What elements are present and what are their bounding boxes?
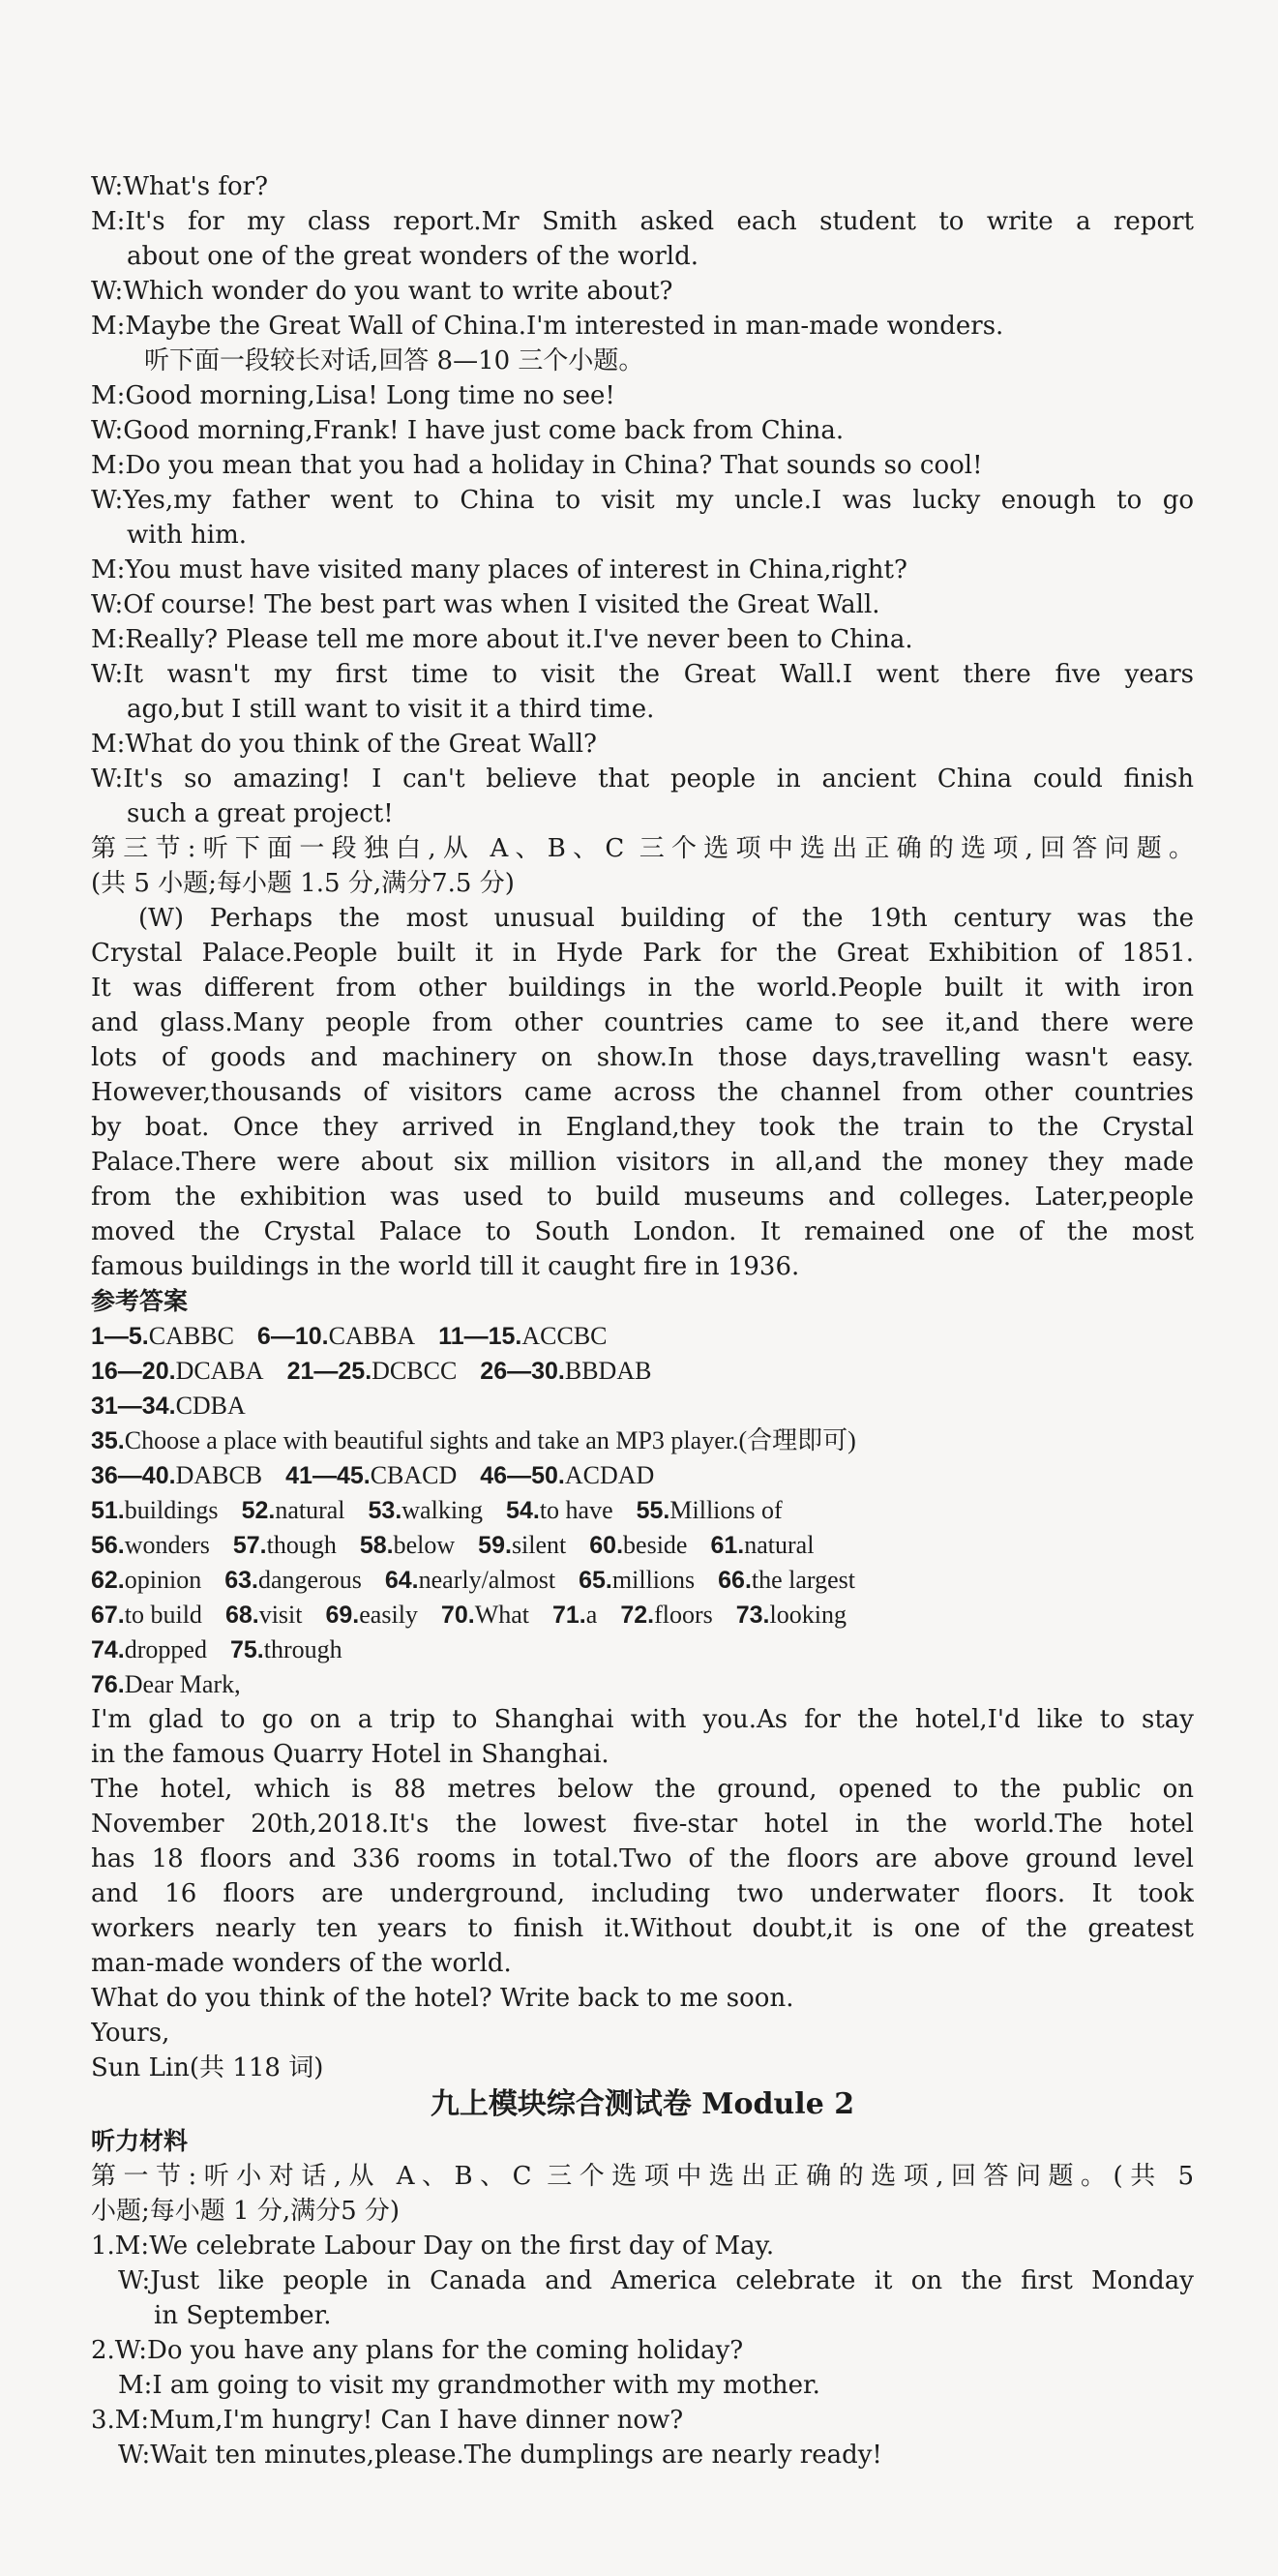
answer-item: 63.dangerous [224,1566,362,1594]
section-instruction: 第一节:听小对话,从 A、B、C 三个选项中选出正确的选项,回答问题。(共 5 [91,2162,1194,2191]
answer-item: 54.to have [506,1496,613,1524]
letter-line: workers nearly ten years to finish it.Without doubt,it is one of the greatest [91,1914,1194,1943]
answer-item: 46—50.ACDAD [480,1461,655,1489]
dialogue-line: 1.M:We celebrate Labour Day on the first day of May. [91,2232,775,2261]
dialogue-line: M:Really? Please tell me more about it.I've never been to China. [91,625,913,654]
monologue-line: and glass.Many people from other countries came to see it,and there were [91,1008,1194,1037]
dialogue-line: M:What do you think of the Great Wall? [91,730,597,759]
answer-item: 21—25.DCBCC [286,1357,458,1385]
answer-item: 74.dropped [91,1635,207,1663]
answer-item: 60.beside [589,1531,688,1559]
monologue-line: Crystal Palace.People built it in Hyde Park for the Great Exhibition of 1851. [91,939,1194,968]
module-title: 九上模块综合测试卷 Module 2 [430,2087,855,2121]
answer-item: 67.to build [91,1601,202,1629]
monologue-line: famous buildings in the world till it caught fire in 1936. [91,1252,800,1281]
answer-row [91,1458,1194,1493]
answer-item: 70.What [440,1601,529,1629]
answer-row [91,1319,1194,1354]
section-instruction: 小题;每小题 1 分,满分5 分) [91,2197,401,2226]
dialogue-instruction: 听下面一段较长对话,回答 8—10 三个小题。 [144,346,644,375]
letter-line: Sun Lin(共 118 词) [91,2053,324,2082]
answer-item: 1—5.CABBC [91,1322,234,1350]
answers-heading: 参考答案 [91,1287,189,1315]
answer-item: 75.through [229,1635,342,1663]
answer-item: 41—45.CBACD [285,1461,458,1489]
answer-row [91,1389,1194,1423]
answer-item: 26—30.BBDAB [480,1357,652,1385]
answer-item: 51.buildings [91,1496,219,1524]
dialogue-line: about one of the great wonders of the world. [127,242,699,271]
monologue-line: It was different from other buildings in the world.People built it with iron [91,973,1194,1003]
letter-line: I'm glad to go on a trip to Shanghai with you.As for the hotel,I'd like to stay [91,1705,1194,1734]
dialogue-line: W:It wasn't my first time to visit the Great Wall.I went there five years [91,660,1194,689]
dialogue-line: W:Good morning,Frank! I have just come back from China. [91,416,845,445]
letter-line: and 16 floors are underground, including two underwater floors. It took [91,1879,1194,1908]
monologue-line: by boat. Once they arrived in England,they took the train to the Crystal [91,1113,1194,1142]
answer-row [91,1563,1194,1598]
letter-line: Yours, [91,2019,170,2048]
dialogue-line: W:It's so amazing! I can't believe that people in ancient China could finish [91,764,1194,794]
answer-item: 65.millions [579,1566,696,1594]
answer-item: 66.the largest [718,1566,856,1594]
letter-line: November 20th,2018.It's the lowest five-star hotel in the world.The hotel [91,1810,1194,1839]
answer-item: 58.below [359,1531,456,1559]
dialogue-line: M:Good morning,Lisa! Long time no see! [91,381,615,410]
answer-item: 59.silent [478,1531,567,1559]
answer-item: 6—10.CABBA [256,1322,416,1350]
dialogue-line: W:Yes,my father went to China to visit my uncle.I was lucky enough to go [91,486,1194,515]
letter-line: has 18 floors and 336 rooms in total.Two of the floors are above ground level [91,1844,1194,1873]
answer-row [91,1632,1194,1667]
answer-item: 64.nearly/almost [384,1566,556,1594]
dialogue-line: such a great project! [127,799,394,828]
dialogue-line: M:I am going to visit my grandmother with my mother. [118,2371,820,2400]
answer-item: 52.natural [241,1496,345,1524]
answer-item: 62.opinion [91,1566,202,1594]
answer-item: 71.a [552,1601,598,1629]
answer-row [91,1354,1194,1389]
section-instruction: 第三节:听下面一段独白,从 A、B、C 三个选项中选出正确的选项,回答问题。 [91,834,1194,863]
answer-item: 69.easily [325,1601,418,1629]
answer-row [91,1493,1194,1528]
monologue-line: moved the Crystal Palace to South London. It remained one of the most [91,1217,1194,1246]
answer-item: 11—15.ACCBC [438,1322,608,1350]
listening-heading: 听力材料 [91,2127,189,2155]
dialogue-line: W:Just like people in Canada and America celebrate it on the first Monday [118,2266,1194,2295]
answer-item: 76.Dear Mark, [91,1670,241,1698]
document-page [91,169,1194,2472]
monologue-line: lots of goods and machinery on show.In those days,travelling wasn't easy. [91,1043,1194,1072]
dialogue-line: M:Do you mean that you had a holiday in China? That sounds so cool! [91,451,983,480]
monologue-line: (W) Perhaps the most unusual building of the 19th century was the [138,904,1194,933]
dialogue-line: W:Which wonder do you want to write about? [91,277,673,306]
answer-item: 73.looking [735,1601,847,1629]
dialogue-line: ago,but I still want to visit it a third time. [127,695,655,724]
letter-line: The hotel, which is 88 metres below the ground, opened to the public on [91,1775,1194,1804]
answer-row [91,1598,1194,1632]
answer-item: 55.Millions of [636,1496,783,1524]
dialogue-line: W:Wait ten minutes,please.The dumplings are nearly ready! [118,2441,882,2470]
dialogue-line: W:What's for? [91,172,269,201]
answer-row [91,1528,1194,1563]
dialogue-line: M:It's for my class report.Mr Smith asked each student to write a report [91,207,1194,236]
answer-item: 56.wonders [91,1531,210,1559]
answer-item: 68.visit [224,1601,303,1629]
dialogue-line: 2.W:Do you have any plans for the coming holiday? [91,2336,744,2365]
monologue-line: from the exhibition was used to build museums and colleges. Later,people [91,1183,1194,1212]
dialogue-line: with him. [127,521,248,550]
dialogue-line: W:Of course! The best part was when I visited the Great Wall. [91,590,880,619]
monologue-line: However,thousands of visitors came across the channel from other countries [91,1078,1194,1107]
answer-item: 57.though [232,1531,337,1559]
answer-item: 72.floors [620,1601,713,1629]
section-instruction: (共 5 小题;每小题 1.5 分,满分7.5 分) [91,869,515,898]
answer-item: 35.Choose a place with beautiful sights and take an MP3 player.(合理即可) [91,1426,856,1454]
letter-line: man-made wonders of the world. [91,1949,512,1978]
dialogue-line: 3.M:Mum,I'm hungry! Can I have dinner now? [91,2406,684,2435]
answer-row [91,1423,1194,1458]
answer-item: 61.natural [710,1531,815,1559]
letter-line: What do you think of the hotel? Write back to me soon. [91,1984,794,2013]
answer-row [91,1667,1194,1702]
answer-item: 31—34.CDBA [91,1392,246,1420]
dialogue-line: in September. [154,2301,332,2330]
dialogue-line: M:Maybe the Great Wall of China.I'm interested in man-made wonders. [91,312,1004,341]
monologue-line: Palace.There were about six million visitors in all,and the money they made [91,1148,1194,1177]
dialogue-line: M:You must have visited many places of interest in China,right? [91,555,907,584]
answer-item: 53.walking [368,1496,484,1524]
letter-line: in the famous Quarry Hotel in Shanghai. [91,1740,609,1769]
answer-item: 36—40.DABCB [91,1461,263,1489]
answer-item: 16—20.DCABA [91,1357,264,1385]
